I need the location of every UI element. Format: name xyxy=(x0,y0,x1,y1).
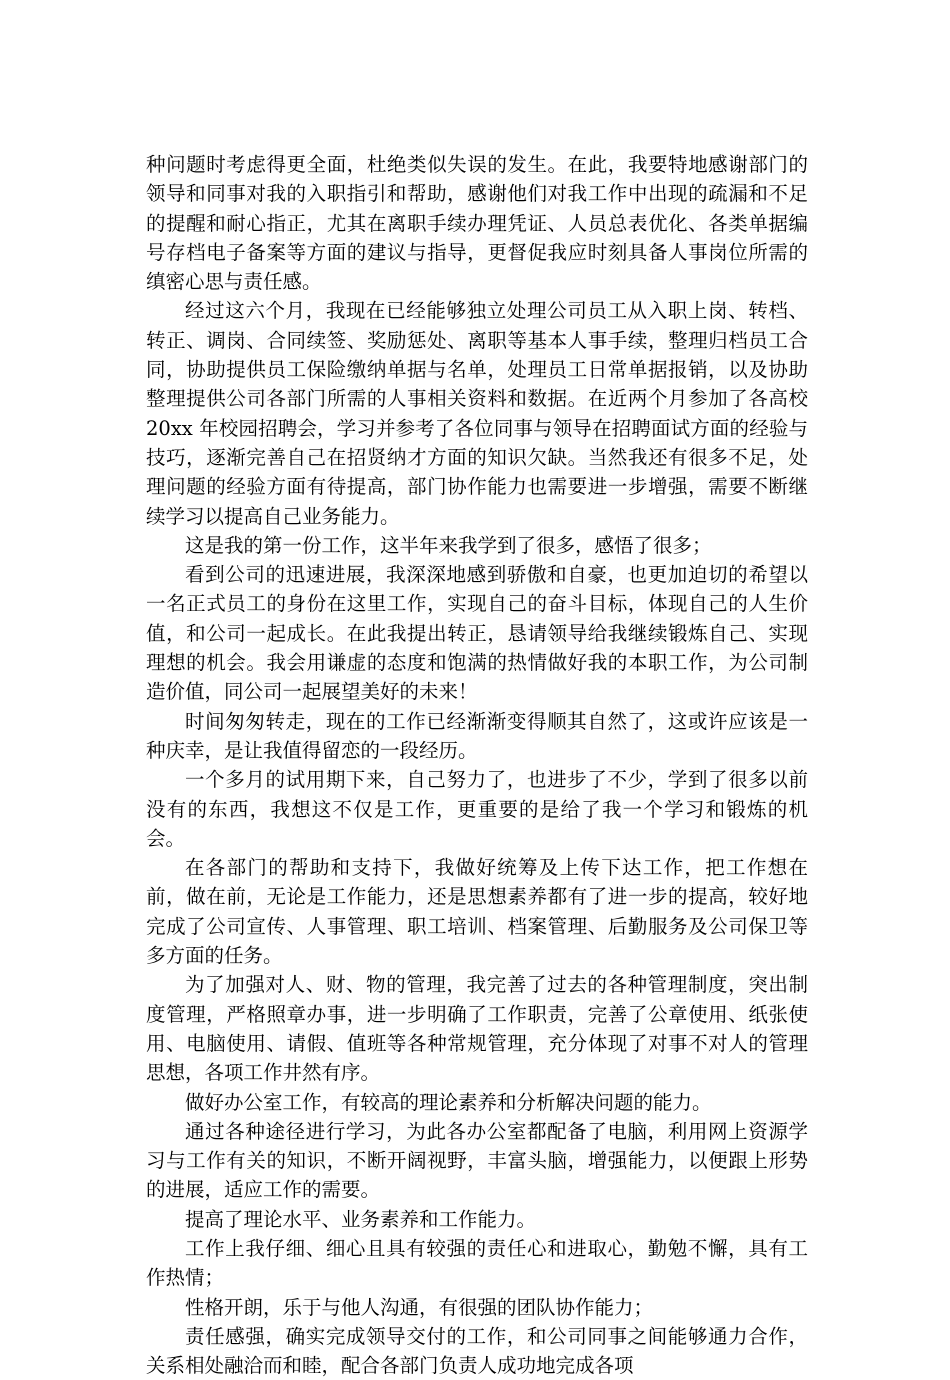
paragraph-12: 工作上我仔细、细心且具有较强的责任心和进取心，勤勉不懈，具有工作热情； xyxy=(146,1236,808,1290)
paragraph-11: 提高了理论水平、业务素养和工作能力。 xyxy=(185,1207,537,1231)
paragraph-5: 时间匆匆转走，现在的工作已经渐渐变得顺其自然了，这或许应该是一种庆幸，是让我值得留恋的一段经历。 xyxy=(146,709,808,762)
paragraph-7: 在各部门的帮助和支持下，我做好统筹及上传下达工作，把工作想在前，做在前，无论是工作能力，还是思想素养都有了进一步的提高，较好地完成了公司宣传、人事管理、职工培训、档案管理、后勤服务及公司保卫等多方面的任务。 xyxy=(146,856,808,968)
paragraph-1: 种问题时考虑得更全面，杜绝类似失误的发生。在此，我要特地感谢部门的领导和同事对我的入职指引和帮助，感谢他们对我工作中出现的疏漏和不足的提醒和耐心指正，尤其在离职手续办理凭证、人员总表优化、各类单据编号存档电子备案等方面的建议与指导，更督促我应时刻具备人事岗位所需的缜密心思与责任感。 xyxy=(146,153,808,294)
paragraph-9: 做好办公室工作，有较高的理论素养和分析解决问题的能力。 xyxy=(185,1090,712,1114)
paragraph-13: 性格开朗，乐于与他人沟通，有很强的团队协作能力； xyxy=(185,1295,654,1319)
paragraph-2: 经过这六个月，我现在已经能够独立处理公司员工从入职上岗、转档、转正、调岗、合同续签、奖励惩处、离职等基本人事手续，整理归档员工合同，协助提供员工保险缴纳单据与名单，处理员工日常单据报销，以及协助整理提供公司各部门所需的人事相关资料和数据。在近两个月参加了各高校 20xx 年校园招聘会，学习并参考了各位同事与领导在招聘面试方面的经验与技巧，逐渐完善自己在招贤纳才方面的知识欠缺。当然我还有很多不足，处理问题的经验方面有待提高，部门协作能力也需要进一步增强，需要不断继续学习以提高自己业务能力。 xyxy=(146,299,808,528)
paragraph-6: 一个多月的试用期下来，自己努力了，也进步了不少，学到了很多以前没有的东西，我想这不仅是工作，更重要的是给了我一个学习和锻炼的机会。 xyxy=(146,768,808,850)
paragraph-3: 这是我的第一份工作，这半年来我学到了很多，感悟了很多； xyxy=(185,533,712,557)
paragraph-8: 为了加强对人、财、物的管理，我完善了过去的各种管理制度，突出制度管理，严格照章办事，进一步明确了工作职责，完善了公章使用、纸张使用、电脑使用、请假、值班等各种常规管理，充分体现了对事不对人的管理思想，各项工作井然有序。 xyxy=(146,973,808,1085)
paragraph-14: 责任感强，确实完成领导交付的工作，和公司同事之间能够通力合作，关系相处融洽而和睦，配合各部门负责人成功地完成各项 xyxy=(146,1324,808,1378)
paragraph-4: 看到公司的迅速进展，我深深地感到骄傲和自豪，也更加迫切的希望以一名正式员工的身份在这里工作，实现自己的奋斗目标，体现自己的人生价值，和公司一起成长。在此我提出转正，恳请领导给我继续锻炼自己、实现理想的机会。我会用谦虚的态度和饱满的热情做好我的本职工作，为公司制造价值，同公司一起展望美好的未来！ xyxy=(146,563,808,704)
paragraph-10: 通过各种途径进行学习，为此各办公室都配备了电脑，利用网上资源学习与工作有关的知识，不断开阔视野，丰富头脑，增强能力，以便跟上形势的进展，适应工作的需要。 xyxy=(146,1119,808,1202)
document-body xyxy=(146,150,808,1380)
